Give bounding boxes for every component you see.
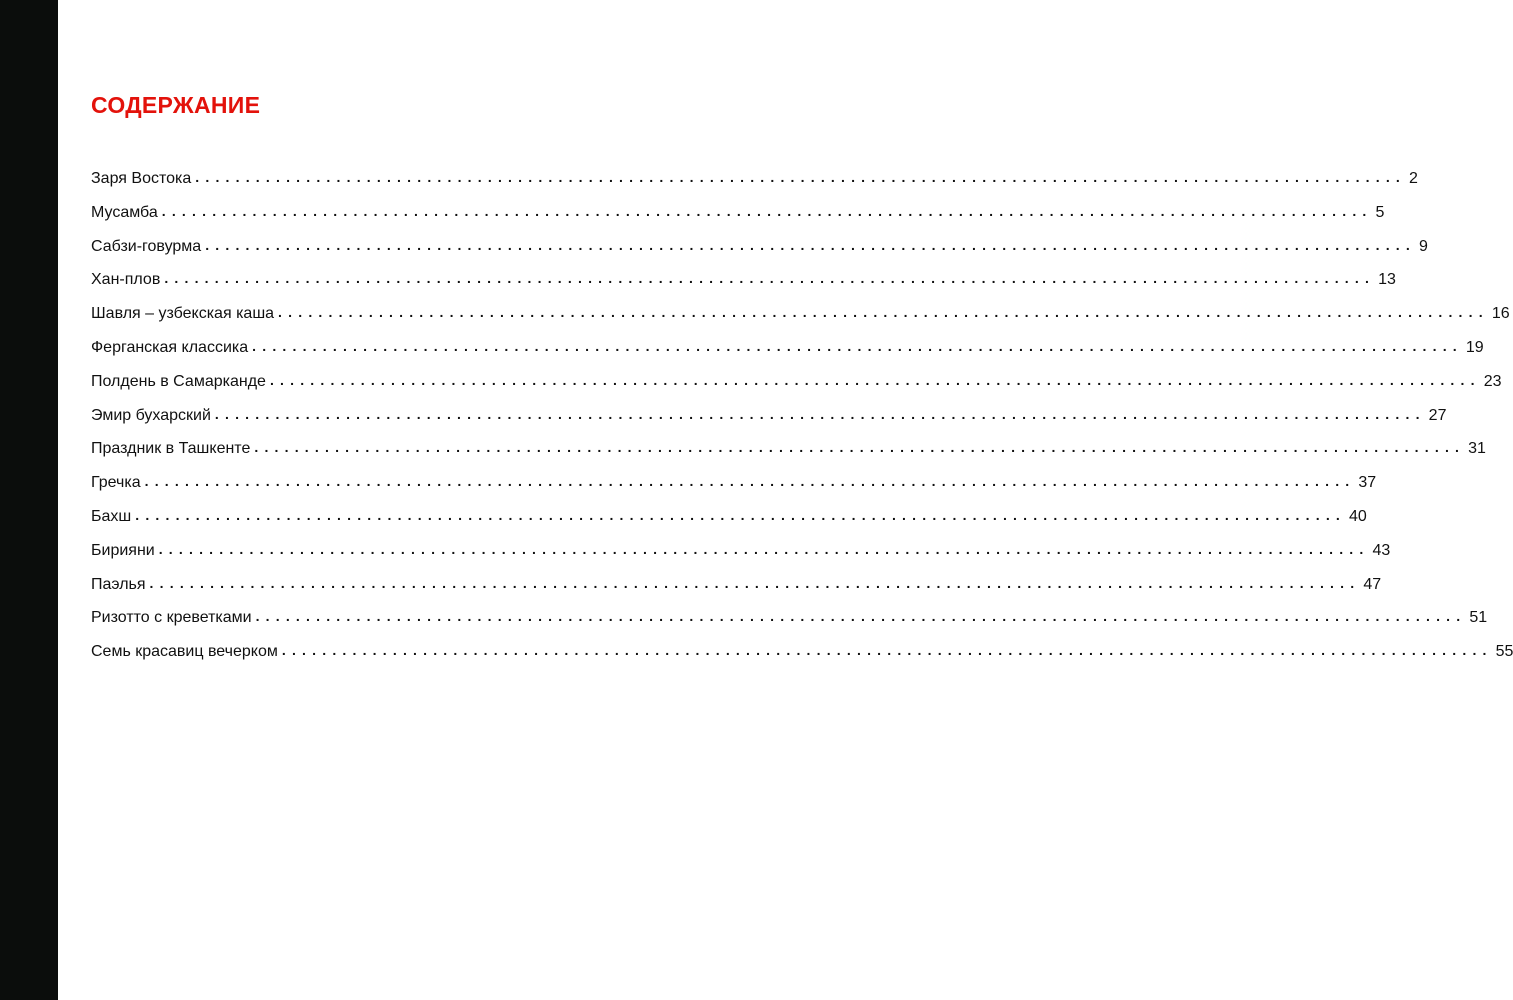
dot-leader: ........................................................................................................................	[161, 202, 1373, 219]
toc-entry-page: 55	[1495, 643, 1513, 661]
toc-entry[interactable]	[91, 540, 1391, 576]
dot-leader: ........................................................................................................................	[278, 304, 1489, 321]
dot-leader: ........................................................................................................................	[195, 169, 1407, 185]
toc-entry-page: 31	[1468, 440, 1486, 458]
dot-leader: ........................................................................................................................	[214, 405, 1426, 422]
toc-entry-page: 13	[1378, 271, 1396, 289]
dot-leader: ........................................................................................................................	[149, 574, 1361, 591]
toc-entry-title: Паэлья	[91, 575, 146, 593]
toc-entry-page: 23	[1483, 372, 1502, 390]
toc-entry-title: Эмир бухарский	[91, 406, 211, 424]
toc-entry-page: 51	[1469, 609, 1488, 627]
toc-entry[interactable]	[91, 642, 1513, 677]
dot-leader: ........................................................................................................................	[205, 236, 1416, 253]
toc-entry-title: Заря Востока	[91, 170, 192, 187]
toc-entry-page: 47	[1363, 575, 1382, 593]
dot-leader: ........................................................................................................................	[158, 540, 1370, 557]
toc-entry-page: 2	[1409, 170, 1418, 187]
toc-entry-title: Семь красавиц вечерком	[91, 643, 278, 661]
toc-entry[interactable]	[91, 236, 1428, 272]
toc-entry-title: Ферганская классика	[91, 338, 249, 356]
toc-entry-title: Шавля – узбекская каша	[91, 305, 275, 323]
toc-entry-title: Гречка	[91, 474, 141, 492]
toc-entry-title: Сабзи-говурма	[91, 237, 202, 255]
toc-entry-page: 16	[1491, 305, 1510, 323]
toc-entry[interactable]	[91, 337, 1484, 373]
toc-entry[interactable]	[91, 304, 1510, 339]
toc-entry[interactable]	[91, 202, 1385, 238]
toc-entry-page: 37	[1358, 474, 1377, 492]
dot-leader: ........................................................................................................................	[254, 439, 1466, 456]
toc-entry[interactable]	[91, 270, 1396, 305]
toc-entry-page: 27	[1428, 406, 1447, 424]
toc-entry[interactable]	[91, 506, 1367, 542]
book-spine	[0, 0, 58, 1000]
toc-entry[interactable]	[91, 473, 1377, 508]
toc-entry[interactable]	[91, 405, 1447, 441]
toc-entry-title: Бирияни	[91, 541, 155, 559]
toc-entry-page: 9	[1418, 237, 1428, 255]
toc-entry[interactable]	[91, 169, 1418, 204]
toc-entry[interactable]	[91, 439, 1486, 474]
toc-entry-title: Ризотто с креветками	[91, 609, 252, 627]
toc-entry-title: Праздник в Ташкенте	[91, 440, 251, 458]
dot-leader: ........................................................................................................................	[135, 506, 1346, 523]
toc-entry[interactable]	[91, 371, 1502, 407]
dot-leader: ........................................................................................................................	[164, 270, 1376, 287]
toc-entry-title: Мусамба	[91, 203, 158, 221]
contents-page	[58, 0, 1513, 1000]
dot-leader: ........................................................................................................................	[144, 473, 1356, 490]
dot-leader: ........................................................................................................................	[252, 337, 1463, 354]
dot-leader: ........................................................................................................................	[255, 608, 1467, 625]
toc-entry-page: 43	[1372, 541, 1391, 559]
toc-list	[91, 169, 1513, 677]
toc-entry-page: 40	[1349, 507, 1367, 525]
toc-entry-title: Хан-плов	[91, 271, 161, 289]
toc-entry-page: 19	[1465, 338, 1484, 356]
toc-entry[interactable]	[91, 608, 1488, 643]
dot-leader: ........................................................................................................................	[269, 371, 1481, 388]
toc-entry-title: Полдень в Самарканде	[91, 372, 266, 390]
toc-entry-page: 5	[1375, 203, 1385, 221]
dot-leader: ........................................................................................................................	[281, 642, 1493, 659]
toc-entry-title: Бахш	[91, 507, 132, 525]
page-title: СОДЕРЖАНИЕ	[91, 92, 261, 118]
toc-entry[interactable]	[91, 574, 1382, 610]
